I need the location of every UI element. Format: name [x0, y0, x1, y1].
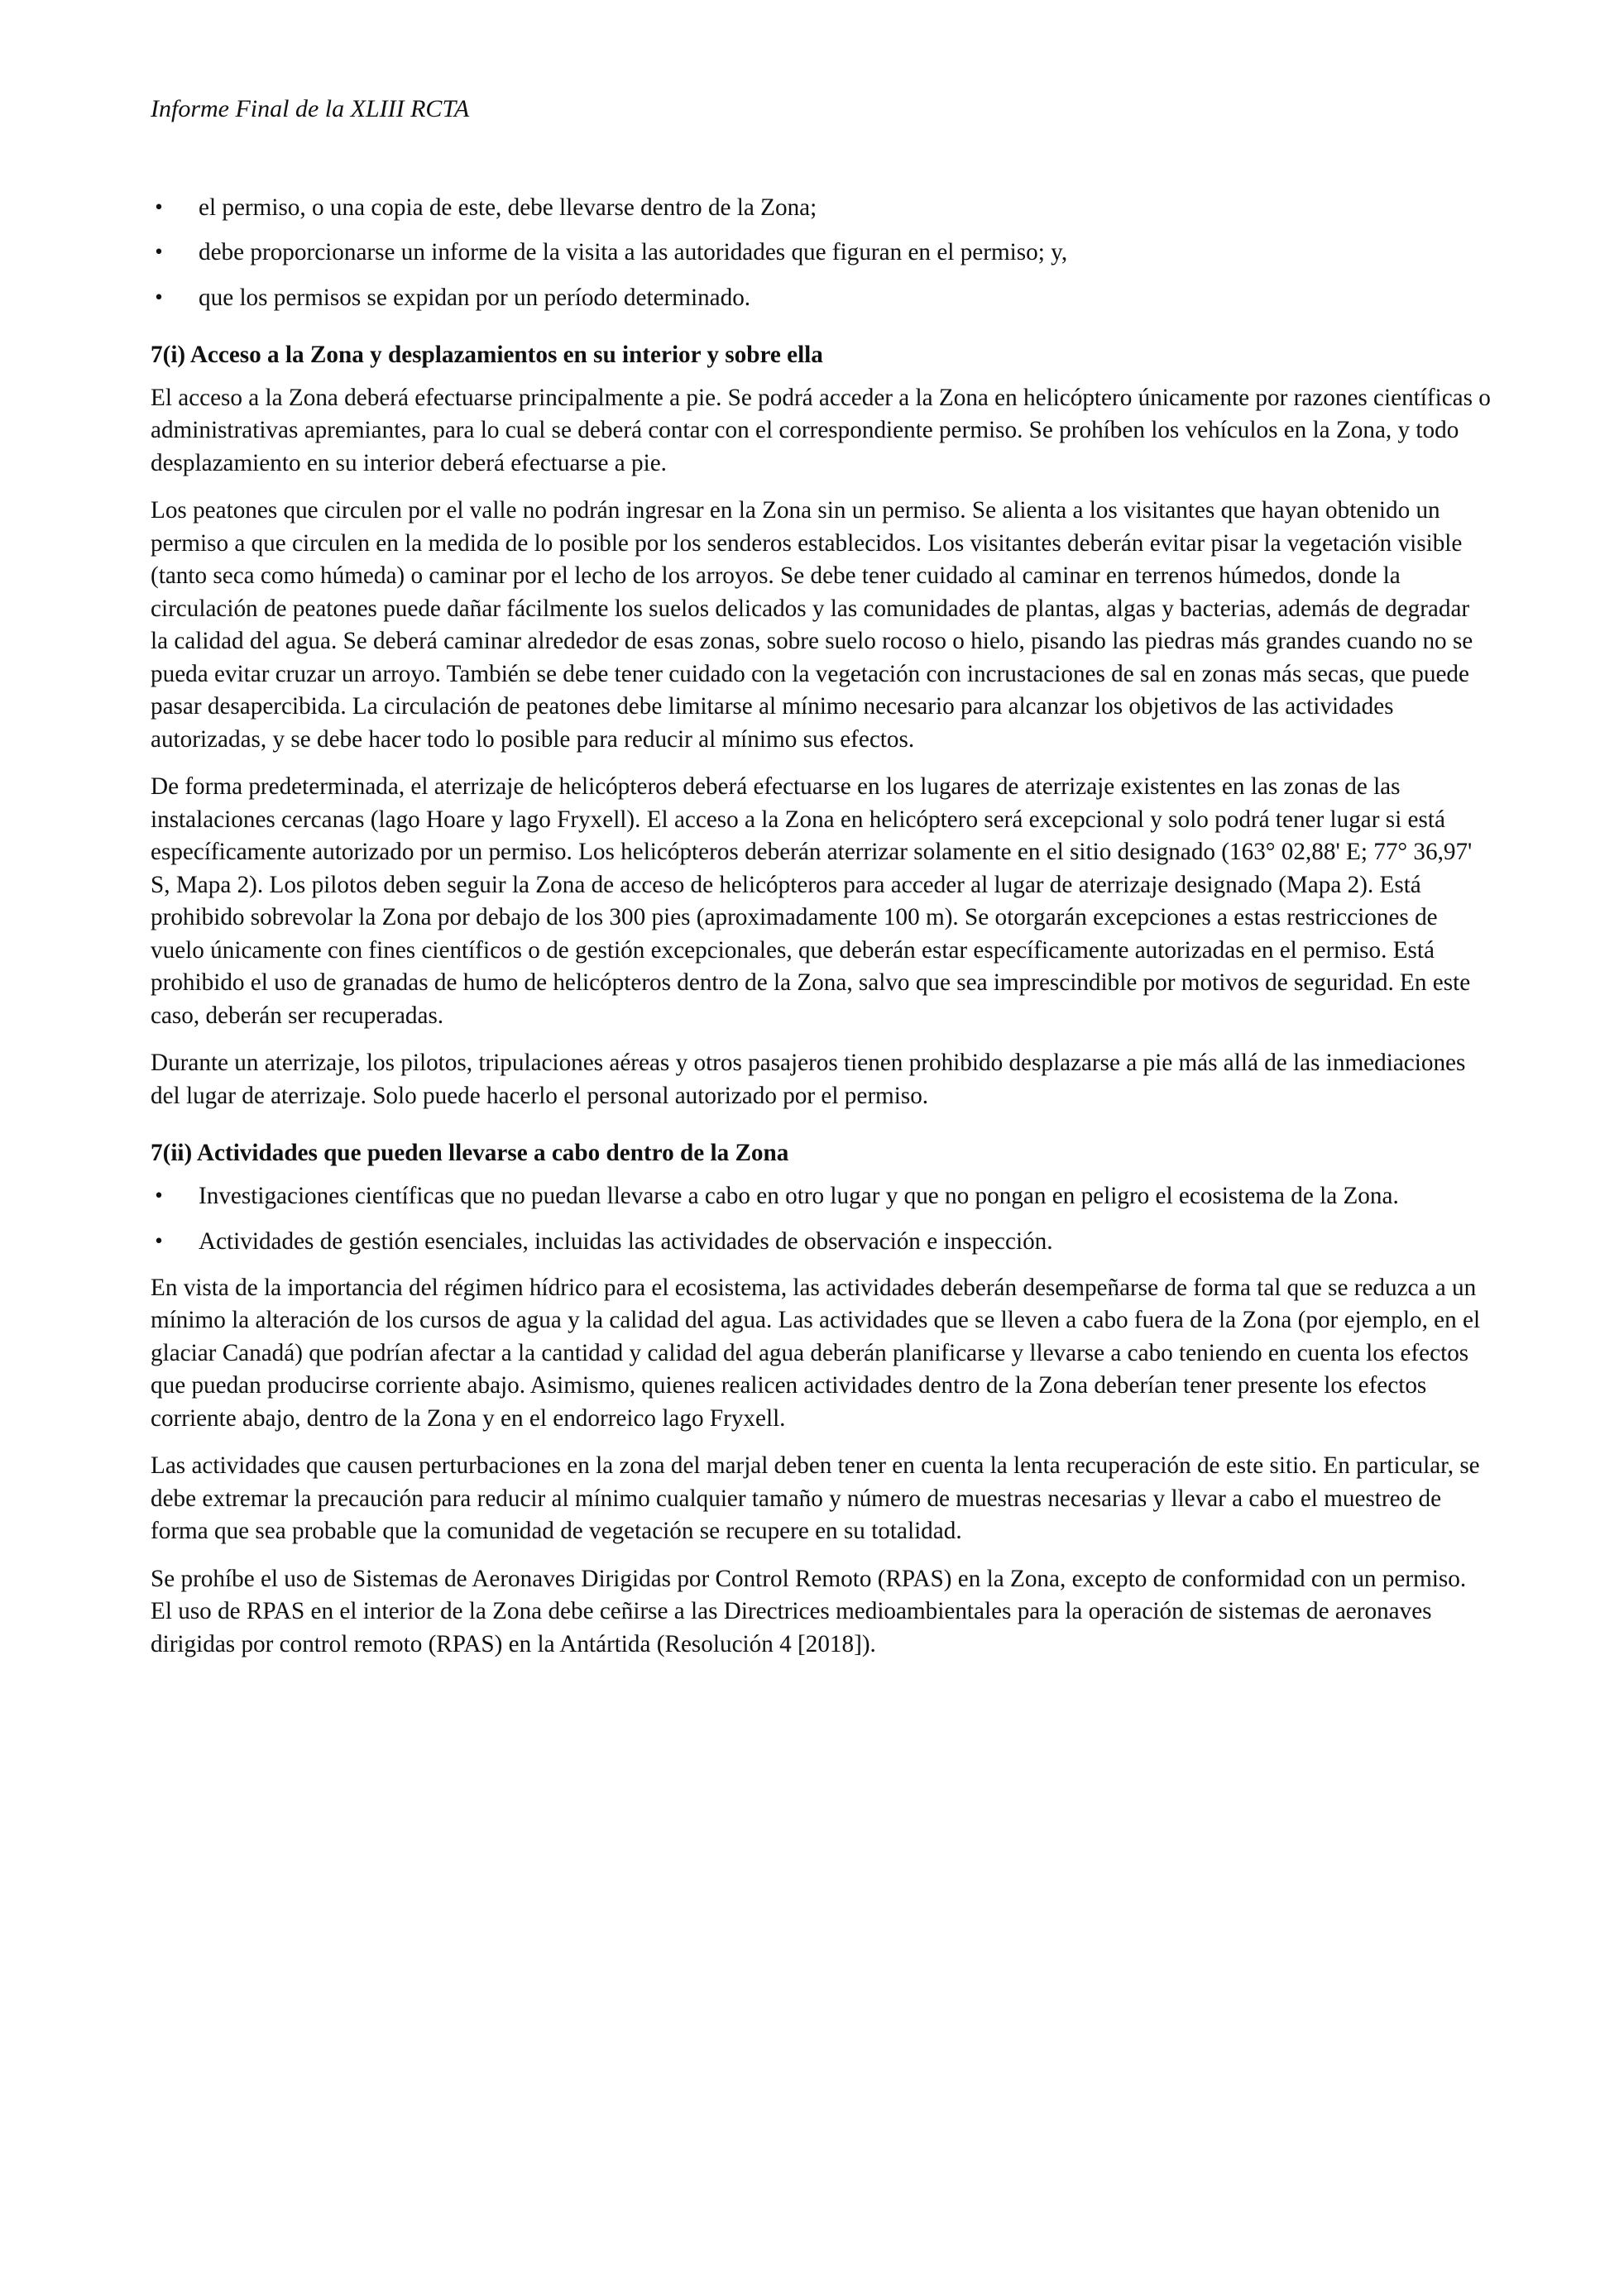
list-item-text: que los permisos se expidan por un período determinado. [199, 284, 751, 311]
list-item [151, 1226, 1491, 1259]
list-item-text: Actividades de gestión esenciales, incluidas las actividades de observación e inspección. [199, 1228, 1053, 1255]
bullet-icon: • [153, 287, 165, 309]
permit-conditions-list [151, 192, 1491, 315]
paragraph: Se prohíbe el uso de Sistemas de Aeronaves Dirigidas por Control Remoto (RPAS) en la Zona, excepto de conformidad con un permiso. El uso de RPAS en el interior de la Zona debe ceñirse a las Directrices medioambientales para la operación de sistemas de aeronaves dirigidas por control remoto (RPAS) en la Antártida (Resolución 4 [2018]). [151, 1565, 1467, 1657]
list-item [151, 192, 1491, 225]
bullet-icon: • [153, 1232, 165, 1252]
paragraph: El acceso a la Zona deberá efectuarse principalmente a pie. Se podrá acceder a la Zona en helicóptero únicamente por razones científicas o administrativas apremiantes, para lo cual se deberá contar con el correspondiente permiso. Se prohíben los vehículos en la Zona, y todo desplazamiento en su interior deberá efectuarse a pie. [151, 384, 1491, 476]
list-item-text: Investigaciones científicas que no puedan llevarse a cabo en otro lugar y que no pongan en peligro el ecosistema de la Zona. [199, 1182, 1399, 1209]
bullet-icon: • [153, 1185, 165, 1207]
list-item [151, 282, 1491, 315]
bullet-icon: • [153, 242, 165, 263]
bullet-icon: • [153, 197, 165, 218]
list-item [151, 237, 1491, 270]
list-item [151, 1180, 1491, 1213]
list-item-text: el permiso, o una copia de este, debe llevarse dentro de la Zona; [199, 194, 817, 221]
paragraph: Las actividades que causen perturbaciones en la zona del marjal deben tener en cuenta la lenta recuperación de este sitio. En particular, se debe extremar la precaución para reducir al mínimo cualquier tamaño y número de muestras necesarias y llevar a cabo el muestreo de forma que sea probable que la comunidad de vegetación se recupere en su totalidad. [151, 1452, 1480, 1544]
document-page [151, 93, 1491, 1676]
paragraph: Durante un aterrizaje, los pilotos, tripulaciones aéreas y otros pasajeros tienen prohibido desplazarse a pie más allá de las inmediaciones del lugar de aterrizaje. Solo puede hacerlo el personal autorizado por el permiso. [151, 1050, 1466, 1109]
paragraph: Los peatones que circulen por el valle no podrán ingresar en la Zona sin un permiso. Se alienta a los visitantes que hayan obtenido un permiso a que circulen en la medida de lo posible por los senderos establecidos. Los visitantes deberán evitar pisar la vegetación visible (tanto seca como húmeda) o caminar por el lecho de los arroyos. Se debe tener cuidado al caminar en terrenos húmedos, donde la circulación de peatones puede dañar fácilmente los suelos delicados y las comunidades de plantas, algas y bacterias, además de degradar la calidad del agua. Se deberá caminar alrededor de esas zonas, sobre suelo rocoso o hielo, pisando las piedras más grandes cuando no se pueda evitar cruzar un arroyo. También se debe tener cuidado con la vegetación con incrustaciones de sal en zonas más secas, que puede pasar desapercibida. La circulación de peatones debe limitarse al mínimo necesario para alcanzar los objetivos de las actividades autorizadas, y se debe hacer todo lo posible para reducir al mínimo sus efectos. [151, 497, 1473, 753]
paragraph: En vista de la importancia del régimen hídrico para el ecosistema, las actividades deberán desempeñarse de forma tal que se reduzca a un mínimo la alteración de los cursos de agua y la calidad del agua. Las actividades que se lleven a cabo fuera de la Zona (por ejemplo, en el glaciar Canadá) que podrían afectar a la cantidad y calidad del agua deberán planificarse y llevarse a cabo teniendo en cuenta los efectos que puedan producirse corriente abajo. Asimismo, quienes realicen actividades dentro de la Zona deberían tener presente los efectos corriente abajo, dentro de la Zona y en el endorreico lago Fryxell. [151, 1274, 1481, 1432]
running-header: Informe Final de la XLIII RCTA [151, 95, 470, 122]
permitted-activities-list [151, 1180, 1491, 1259]
paragraph: De forma predeterminada, el aterrizaje de helicópteros deberá efectuarse en los lugares de aterrizaje existentes en las zonas de las instalaciones cercanas (lago Hoare y lago Fryxell). El acceso a la Zona en helicóptero será excepcional y solo podrá tener lugar si está específicamente autorizado por un permiso. Los helicópteros deberán aterrizar solamente en el sitio designado (163° 02,88' E; 77° 36,97' S, Mapa 2). Los pilotos deben seguir la Zona de acceso de helicópteros para acceder al lugar de aterrizaje designado (Mapa 2). Está prohibido sobrevolar la Zona por debajo de los 300 pies (aproximadamente 100 m). Se otorgarán excepciones a estas restricciones de vuelo únicamente con fines científicos o de gestión excepcionales, que deberán estar específicamente autorizadas en el permiso. Está prohibido el uso de granadas de humo de helicópteros dentro de la Zona, salvo que sea imprescindible por motivos de seguridad. En este caso, deberán ser recuperadas. [151, 773, 1473, 1029]
section-heading-7i: 7(i) Acceso a la Zona y desplazamientos en su interior y sobre ella [151, 342, 823, 368]
section-heading-7ii: 7(ii) Actividades que pueden llevarse a cabo dentro de la Zona [151, 1140, 789, 1166]
list-item-text: debe proporcionarse un informe de la visita a las autoridades que figuran en el permiso; y, [199, 239, 1068, 265]
